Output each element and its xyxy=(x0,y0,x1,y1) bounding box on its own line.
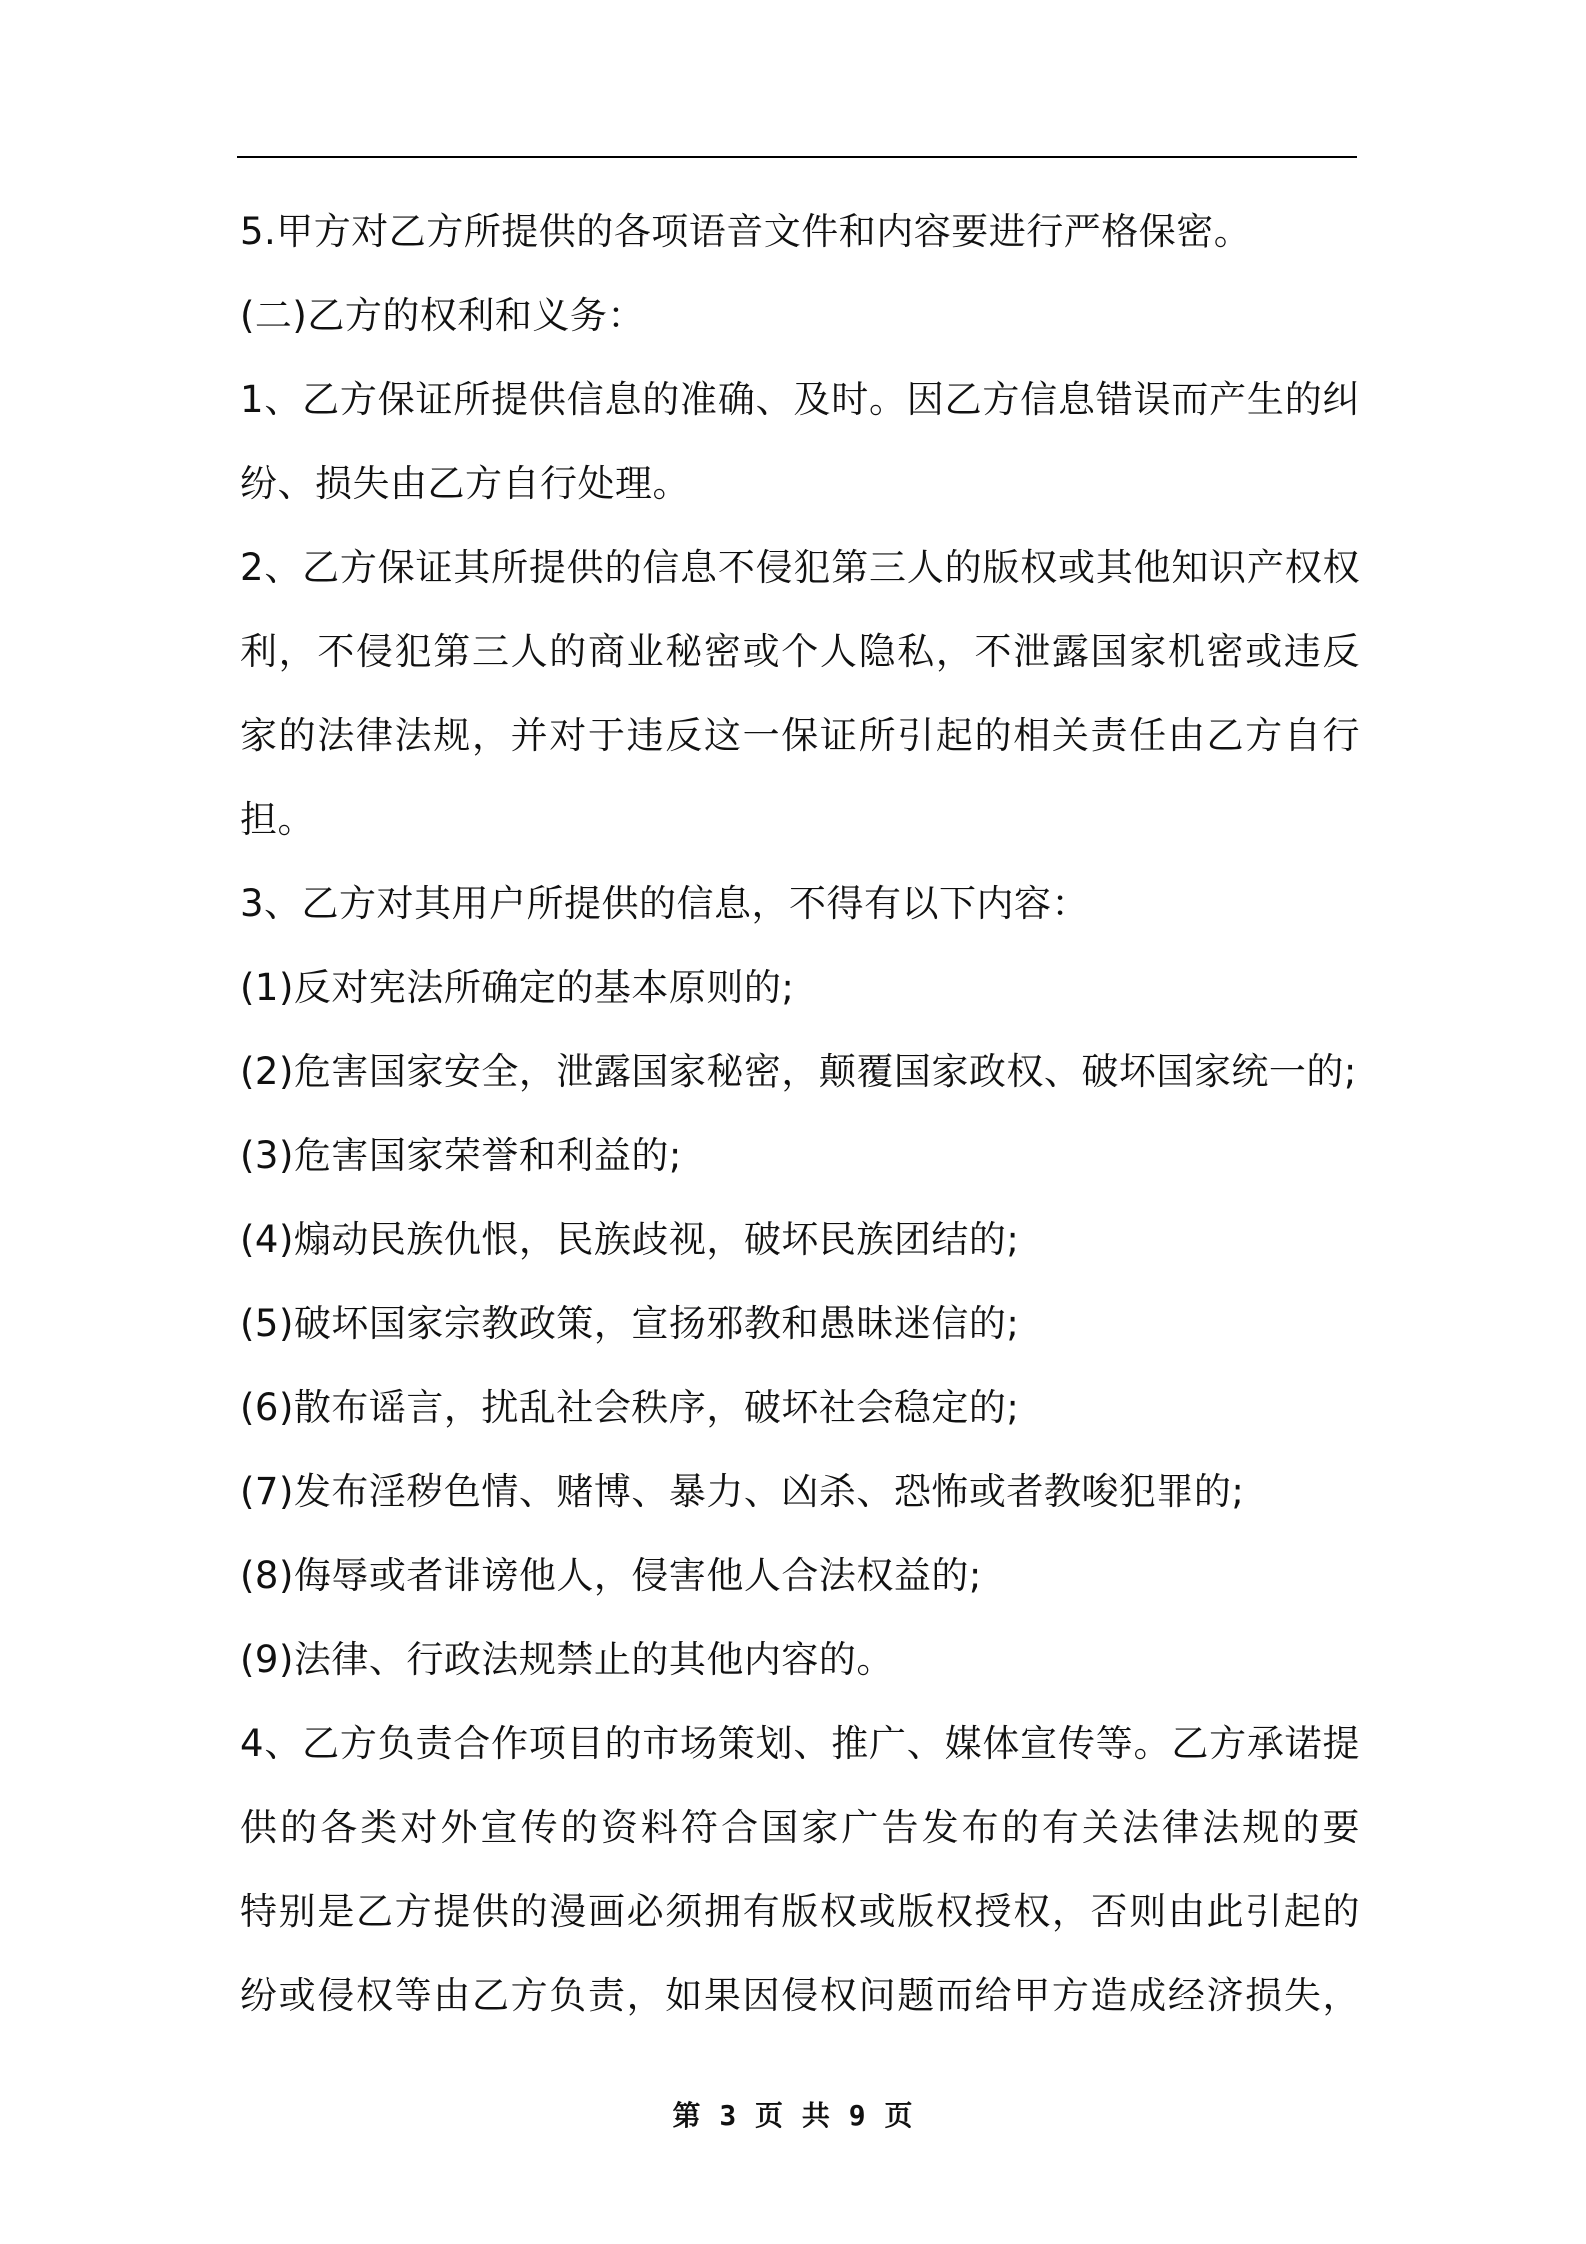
header-rule xyxy=(237,156,1357,158)
document-body xyxy=(240,190,1360,2038)
list-item: (3)危害国家荣誉和利益的; xyxy=(240,1134,682,1177)
paragraph-line: 纷、损失由乙方自行处理。 xyxy=(240,462,690,505)
paragraph-line: 3、乙方对其用户所提供的信息，不得有以下内容： xyxy=(240,882,1090,925)
page-number: 第 3 页 共 9 页 xyxy=(672,2099,914,2132)
paragraph-line: 纷或侵权等由乙方负责，如果因侵权问题而给甲方造成经济损失， xyxy=(240,1974,1360,2017)
list-item: (7)发布淫秽色情、赌博、暴力、凶杀、恐怖或者教唆犯罪的; xyxy=(240,1470,1245,1513)
list-item: (1)反对宪法所确定的基本原则的; xyxy=(240,966,795,1009)
list-item: (4)煽动民族仇恨，民族歧视，破坏民族团结的; xyxy=(240,1218,1020,1261)
list-item: (8)侮辱或者诽谤他人，侵害他人合法权益的; xyxy=(240,1554,982,1597)
list-item: (6)散布谣言，扰乱社会秩序，破坏社会稳定的; xyxy=(240,1386,1020,1429)
paragraph-line: 担。 xyxy=(240,798,315,841)
paragraph-line: 特别是乙方提供的漫画必须拥有版权或版权授权，否则由此引起的 xyxy=(240,1890,1360,1933)
section-heading: (二)乙方的权利和义务： xyxy=(240,294,645,337)
paragraph-line: 1、乙方保证所提供信息的准确、及时。因乙方信息错误而产生的纠 xyxy=(240,378,1360,421)
list-item: (2)危害国家安全，泄露国家秘密，颠覆国家政权、破坏国家统一的; xyxy=(240,1050,1357,1093)
paragraph-line: 供的各类对外宣传的资料符合国家广告发布的有关法律法规的要 xyxy=(240,1806,1360,1849)
paragraph-line: 5.甲方对乙方所提供的各项语音文件和内容要进行严格保密。 xyxy=(240,210,1252,253)
paragraph-line: 家的法律法规，并对于违反这一保证所引起的相关责任由乙方自行 xyxy=(240,714,1360,757)
list-item: (9)法律、行政法规禁止的其他内容的。 xyxy=(240,1638,894,1681)
paragraph-line: 4、乙方负责合作项目的市场策划、推广、媒体宣传等。乙方承诺提 xyxy=(240,1722,1360,1765)
paragraph-line: 利，不侵犯第三人的商业秘密或个人隐私，不泄露国家机密或违反 xyxy=(240,630,1360,673)
paragraph-line: 2、乙方保证其所提供的信息不侵犯第三人的版权或其他知识产权权 xyxy=(240,546,1360,589)
list-item: (5)破坏国家宗教政策，宣扬邪教和愚昧迷信的; xyxy=(240,1302,1020,1345)
